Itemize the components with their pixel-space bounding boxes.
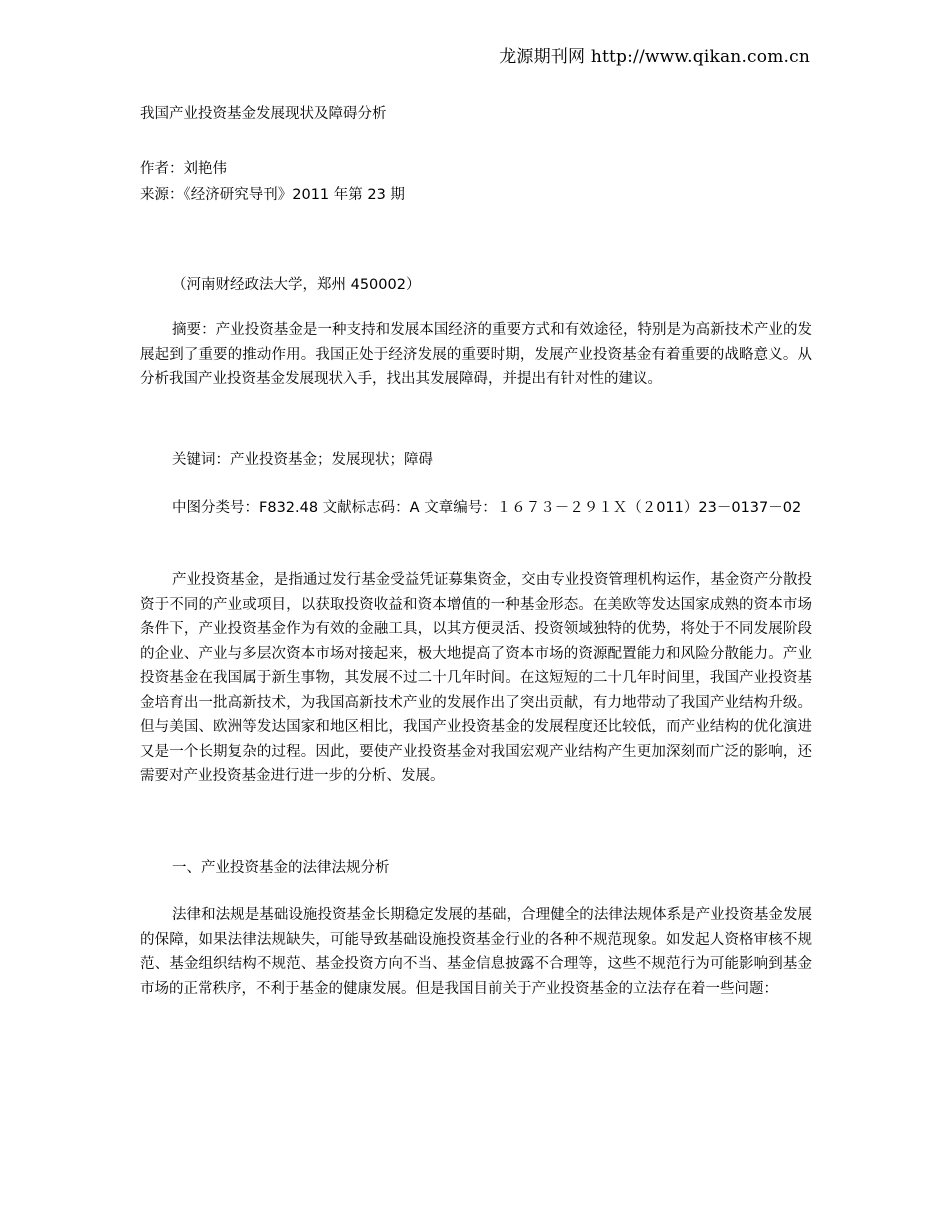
body-paragraph-2: 法律和法规是基础设施投资基金长期稳定发展的基础，合理健全的法律法规体系是产业投资基金发展的保障，如果法律法规缺失，可能导致基础设施投资基金行业的各种不规范现象。如发起人资格审核不规范、基金组织结构不规范、基金投资方向不当、基金信息披露不合理等，这些不规范行为可能影响到基金市场的正常秩序，不利于基金的健康发展。但是我国目前关于产业投资基金的立法存在着一些问题： [140, 907, 812, 997]
site-header: 龙源期刊网 http://www.qikan.com.cn [499, 47, 810, 67]
author-affiliation: （河南财经政法大学，郑州 450002） [172, 277, 421, 293]
body-paragraph-1: 产业投资基金，是指通过发行基金受益凭证募集资金，交由专业投资管理机构运作，基金资产分散投资于不同的产业或项目，以获取投资收益和资本增值的一种基金形态。在美欧等发达国家成熟的资本市场条件下，产业投资基金作为有效的金融工具，以其方便灵活、投资领域独特的优势，将处于不同发展阶段的企业、产业与多层次资本市场对接起来，极大地提高了资本市场的资源配置能力和风险分散能力。产业投资基金在我国属于新生事物，其发展不过二十几年时间。在这短短的二十几年时间里，我国产业投资基金培育出一批高新技术，为我国高新技术产业的发展作出了突出贡献，有力地带动了我国产业结构升级。但与美国、欧洲等发达国家和地区相比，我国产业投资基金的发展程度还比较低，而产业结构的优化演进又是一个长期复杂的过程。因此，要使产业投资基金对我国宏观产业结构产生更加深刻而广泛的影响，还需要对产业投资基金进行进一步的分析、发展。 [140, 572, 812, 784]
section-heading-1: 一、产业投资基金的法律法规分析 [172, 860, 390, 876]
classification-paragraph: 中图分类号：F832.48 文献标志码：A 文章编号：１６７３－２９１Ｘ（２011）23－0137－02 [172, 500, 802, 516]
article-author: 作者：刘艳伟 [140, 161, 227, 177]
abstract-paragraph: 摘要：产业投资基金是一种支持和发展本国经济的重要方式和有效途径，特别是为高新技术产业的发展起到了重要的推动作用。我国正处于经济发展的重要时期，发展产业投资基金有着重要的战略意义。从分析我国产业投资基金发展现状入手，找出其发展障碍，并提出有针对性的建议。 [140, 322, 812, 387]
article-title: 我国产业投资基金发展现状及障碍分析 [140, 106, 387, 122]
keywords-paragraph: 关键词：产业投资基金；发展现状；障碍 [172, 452, 433, 468]
article-source: 来源：《经济研究导刊》2011 年第 23 期 [140, 187, 405, 203]
